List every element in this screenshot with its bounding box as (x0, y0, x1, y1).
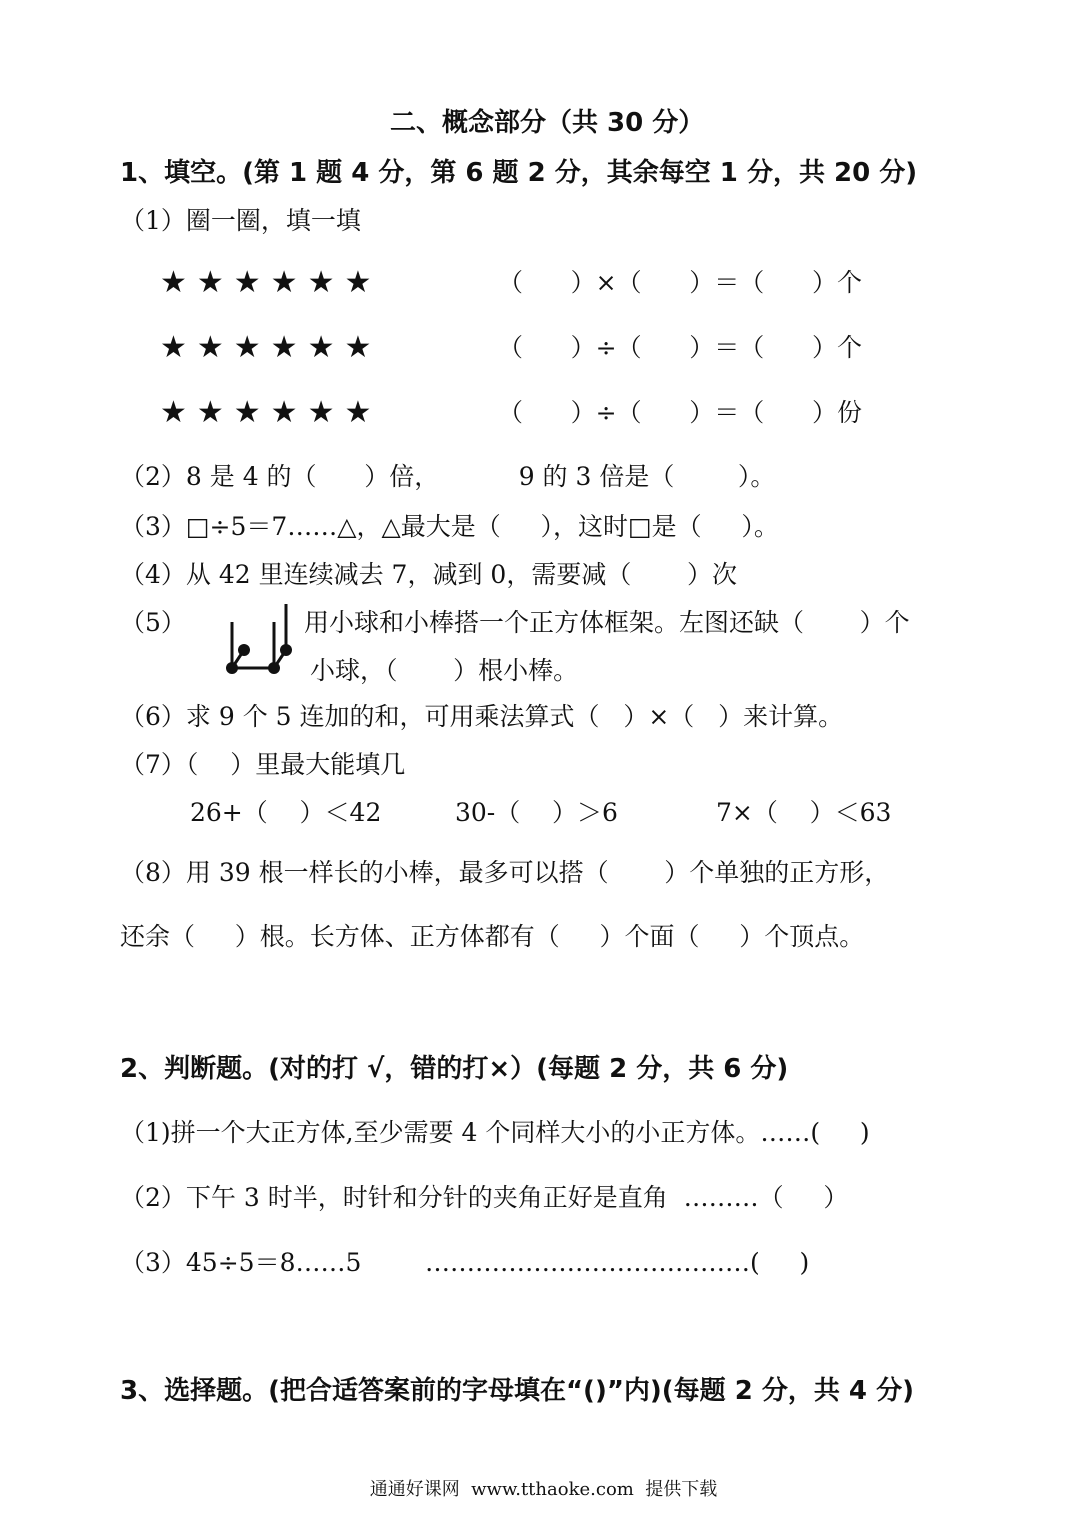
equation-divide-1: （ ）÷（ ）＝（ ）个 (498, 333, 862, 362)
q2-item-2: （2）下午 3 时半，时针和分针的夹角正好是直角 ………（ ） (120, 1183, 849, 1212)
star-row-3: ★★★★★★ (160, 395, 382, 430)
q1-part4: （4）从 42 里连续减去 7，减到 0，需要减（ ）次 (120, 560, 737, 589)
section-title: 二、概念部分（共 30 分） (390, 108, 705, 138)
q2-item-3: （3）45÷5＝8……5 …………………………………( ) (120, 1248, 810, 1277)
q1-part7-item-3: 7×（ ）＜63 (716, 798, 892, 827)
q1-part8-line1: （8）用 39 根一样长的小棒，最多可以搭（ ）个单独的正方形， (120, 858, 890, 887)
q1-part7-item-1: 26+（ ）＜42 (190, 798, 382, 827)
q1-part8-line2: 还余（ ）根。长方体、正方体都有（ ）个面（ ）个顶点。 (120, 922, 865, 951)
equation-multiply: （ ）×（ ）＝（ ）个 (498, 268, 862, 297)
q3-heading: 3、选择题。(把合适答案前的字母填在“()”内)(每题 2 分，共 4 分) (120, 1376, 914, 1406)
q2-item-1: （1)拼一个大正方体,至少需要 4 个同样大小的小正方体。……( ) (120, 1118, 870, 1147)
q1-part5-line2: 小球，（ ）根小棒。 (310, 656, 579, 685)
q1-part6: （6）求 9 个 5 连加的和，可用乘法算式（ ）×（ ）来计算。 (120, 702, 844, 731)
page-footer: 通通好课网 www.tthaoke.com 提供下载 (369, 1479, 718, 1500)
q1-part1-label: （1）圈一圈，填一填 (120, 206, 361, 235)
equation-divide-2: （ ）÷（ ）＝（ ）份 (498, 398, 862, 427)
q1-part5-line1: 用小球和小棒搭一个正方体框架。左图还缺（ ）个 (304, 608, 910, 637)
star-row-1: ★★★★★★ (160, 265, 382, 300)
q1-part5-label: （5） (120, 608, 186, 637)
q1-heading: 1、填空。(第 1 题 4 分，第 6 题 2 分，其余每空 1 分，共 20 分) (120, 158, 918, 188)
cube-frame-figure (218, 602, 298, 678)
q1-part7-item-2: 30-（ ）＞6 (455, 798, 618, 827)
q1-part3: （3）□÷5＝7……△，△最大是（ ），这时□是（ ）。 (120, 512, 779, 541)
q1-part7-label: （7）（ ）里最大能填几 (120, 750, 406, 779)
star-row-2: ★★★★★★ (160, 330, 382, 365)
q1-part2: （2）8 是 4 的（ ）倍， 9 的 3 倍是（ ）。 (120, 462, 776, 491)
q2-heading: 2、判断题。(对的打 √，错的打×）(每题 2 分，共 6 分) (120, 1054, 789, 1084)
